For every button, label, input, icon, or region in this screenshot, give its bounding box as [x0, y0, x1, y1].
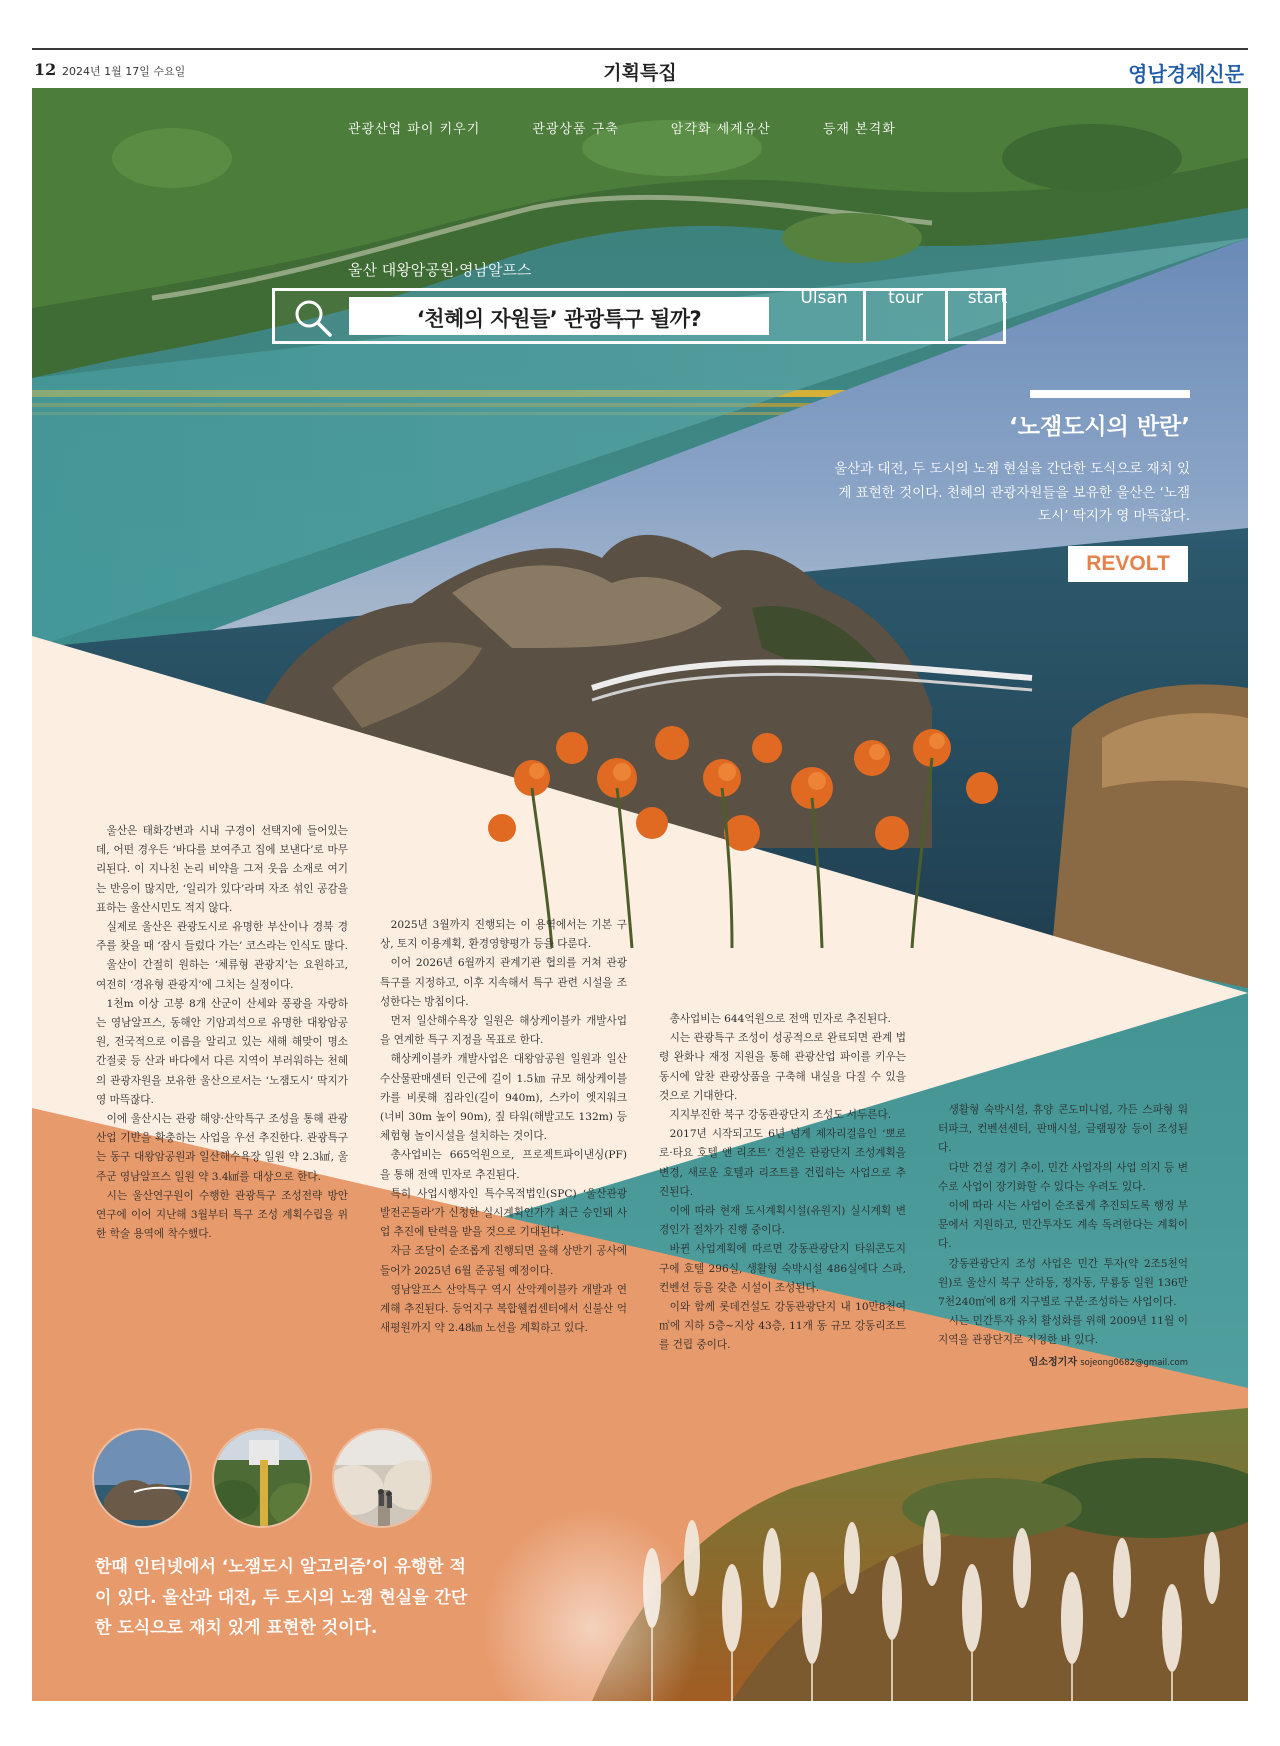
paragraph: 이에 따라 현재 도시계획시설(유원지) 실시계획 변경인가 절차가 진행 중이다. [659, 1205, 906, 1237]
revolt-badge: REVOLT [1068, 546, 1188, 582]
article-column-2 [380, 916, 627, 1338]
headline-kicker: 울산 대왕암공원·영남알프스 [348, 261, 532, 279]
main-headline: ‘천혜의 자원들’ 관광특구 될까? [416, 307, 702, 331]
search-banner [272, 288, 1006, 344]
photo-daewangam [94, 1430, 192, 1528]
page-number: 12 [34, 60, 57, 79]
masthead [32, 48, 1248, 88]
photo-bridge [214, 1430, 312, 1528]
paragraph: 총사업비는 665억원으로, 프로젝트파이낸싱(PF)을 통해 전액 민자로 추진된다. [380, 1149, 627, 1181]
thumbnail-yellow-bridge[interactable] [212, 1428, 312, 1528]
tab-ulsan[interactable]: Ulsan [800, 288, 848, 308]
paragraph: 이어 2026년 6월까지 관계기관 협의를 거쳐 관광특구를 지정하고, 이후 지속해서 특구 관련 시설을 조성한다는 방침이다. [380, 957, 627, 1008]
paragraph: 강동관광단지 조성 사업은 민간 투자(약 2조5천억원)로 울산시 북구 산하동, 정자동, 무룡동 일원 136만7천240㎡에 8개 지구별로 구분·조성하는 사업이다. [938, 1257, 1188, 1309]
paragraph: 특히 사업시행자인 특수목적법인(SPC) ‘울산관광발전곤돌라’가 신청한 실시계획인가가 최근 승인돼 사업 추진에 탄력을 받을 것으로 기대된다. [380, 1187, 627, 1239]
paragraph: 1천m 이상 고봉 8개 산군이 산세와 풍광을 자랑하는 영남알프스, 동해안 기암괴석으로 유명한 대왕암공원, 전국적으로 이름을 알리고 있는 새해 해맞이 명소 간절곶 등 산과 바다에서 다른 지역이 부러워하는 천혜의 관광자원을 보유한 울산으로서는 ‘노잼도시’ 딱지가 영 마뜩잖다. [96, 997, 348, 1106]
menu-item-petroglyph[interactable]: 암각화 세계유산 [670, 122, 771, 137]
teaser-title: ‘노잼도시의 반란’ [1008, 414, 1190, 440]
issue-date: 2024년 1월 17일 수요일 [62, 65, 186, 78]
section-title: 기획특집 [603, 62, 677, 84]
paragraph: 지지부진한 북구 강동관광단지 조성도 서두른다. [669, 1109, 892, 1122]
paragraph: 시는 관광특구 조성이 성공적으로 완료되면 관계 법령 완화나 재정 지원을 통해 관광산업 파이를 키우는 동시에 알찬 관광상품을 구축해 내실을 다질 수 있을 것으로 기대한다. [659, 1032, 906, 1102]
byline [938, 1353, 1188, 1373]
paragraph: 총사업비는 644억원으로 전액 민자로 추진된다. [669, 1013, 891, 1025]
teaser-body: 울산과 대전, 두 도시의 노잼 현실을 간단한 도식으로 재치 있게 표현한 것이다. 천혜의 관광자원들을 보유한 울산은 ‘노잼도시’ 딱지가 영 마뜩잖다. [834, 461, 1190, 525]
menu-item-listing[interactable]: 등재 본격화 [822, 122, 896, 137]
photo-pampas [334, 1430, 432, 1528]
paragraph: 자금 조달이 순조롭게 진행되면 올해 상반기 공사에 들어가 2025년 6월 준공될 예정이다. [380, 1245, 627, 1277]
paragraph: 바뀐 사업계획에 따르면 강동관광단지 타워콘도지구에 호텔 296실, 생활형 숙박시설 486실에다 스파, 컨벤션 등을 갖춘 시설이 조성된다. [659, 1243, 906, 1294]
paragraph: 생활형 숙박시설, 휴양 콘도미니엄, 가든 스파형 워터파크, 컨벤션센터, 판매시설, 글램핑장 등이 조성된다. [938, 1104, 1188, 1155]
paragraph: 시는 민간투자 유치 활성화를 위해 2009년 11월 이 지역을 관광단지로 지정한 바 있다. [938, 1315, 1188, 1347]
paragraph: 이에 울산시는 관광 해양·산악특구 조성을 통해 관광산업 기반을 확충하는 사업을 우선 추진한다. 관광특구는 동구 대왕암공원과 일산해수욕장 일원 약 2.3㎢, 울주군 영남알프스 일원 약 3.4㎢를 대상으로 한다. [96, 1113, 348, 1183]
paragraph: 해상케이블카 개발사업은 대왕암공원 일원과 일산수산물판매센터 인근에 길이 1.5㎞ 규모 해상케이블카를 비롯해 집라인(길이 940m), 스카이 엣지워크(너비 30m 높이 90m), 짚 타워(해발고도 132m) 등 체험형 놀이시설을 설치하는 것이다. [380, 1053, 627, 1143]
paragraph: 이에 따라 시는 사업이 순조롭게 추진되도록 행정 부문에서 지원하고, 민간투자도 계속 독려한다는 계획이다. [938, 1200, 1188, 1251]
byline-name: 임소정기자 [1028, 1356, 1077, 1368]
tab-tour[interactable]: tour [863, 288, 945, 344]
paragraph: 2025년 3월까지 진행되는 이 용역에서는 기본 구상, 토지 이용계획, 환경영향평가 등을 다룬다. [380, 919, 627, 951]
menu-item-tourism-pie[interactable]: 관광산업 파이 키우기 [348, 122, 481, 137]
paragraph: 울산이 간절히 원하는 ‘체류형 관광지’는 요원하고, 여전히 ‘경유형 관광지’에 그치는 실정이다. [96, 959, 348, 991]
search-icon [293, 298, 333, 338]
paragraph: 시는 울산연구원이 수행한 관광특구 조성전략 방안 연구에 이어 지난해 3월부터 특구 조성 계획수립을 위한 학술 용역에 착수했다. [96, 1189, 348, 1241]
banner-tabs [785, 288, 1027, 344]
newspaper-logo: 영남경제신문 [1128, 62, 1244, 86]
pull-quote: 한때 인터넷에서 ‘노잼도시 알고리즘’이 유행한 적이 있다. 울산과 대전, 두 도시의 노잼 현실을 간단한 도식으로 재치 있게 표현한 것이다. [95, 1557, 468, 1639]
paragraph: 먼저 일산해수욕장 일원은 해상케이블카 개발사업을 연계한 특구 지정을 목표로 한다. [380, 1015, 627, 1047]
thumbnail-pampas-trail[interactable] [332, 1428, 432, 1528]
article-column-4 [938, 1101, 1188, 1373]
article-column-1 [96, 822, 348, 1244]
thumbnail-daewangam-bridge[interactable] [92, 1428, 192, 1528]
paragraph: 울산은 태화강변과 시내 구경이 선택지에 들어있는데, 어떤 경우든 ‘바다를 보여주고 집에 보낸다’로 마무리된다. 이 지나친 논리 비약을 그저 웃음 소재로 여기는 반응이 많지만, ‘일리가 있다’라며 자조 섞인 공감을 표하는 울산시민도 적지 않다. [96, 825, 348, 914]
teaser-rule [1030, 390, 1190, 398]
menu-item-tour-products[interactable]: 관광상품 구축 [532, 122, 619, 137]
paragraph: 영남알프스 산악특구 역시 산악케이블카 개발과 연계해 추진된다. 등억지구 복합웰컴센터에서 신불산 억새평원까지 약 2.48㎞ 노선을 계획하고 있다. [380, 1283, 627, 1335]
article-column-3 [659, 1010, 906, 1356]
paragraph: 다만 건설 경기 추이, 민간 사업자의 사업 의지 등 변수로 사업이 장기화할 수 있다는 우려도 있다. [938, 1161, 1188, 1193]
headline-field [349, 297, 769, 335]
tab-start[interactable]: start [945, 288, 1027, 344]
byline-email[interactable]: sojeong0682@gmail.com [1080, 1357, 1188, 1368]
paragraph: 이와 함께 롯데건설도 강동관광단지 내 10만8천여㎡에 지하 5층~지상 43층, 11개 동 규모 강동리조트를 건립 중이다. [659, 1301, 906, 1352]
top-menu [348, 118, 896, 137]
paragraph: 2017년 시작되고도 6년 넘게 제자리걸음인 ‘뽀로로·타요 호텔 앤 리조트’ 건설은 관광단지 조성계획을 변경, 새로운 호텔과 리조트를 건립하는 사업으로 추진된다. [659, 1128, 906, 1198]
paragraph: 실제로 울산은 관광도시로 유명한 부산이나 경북 경주를 찾을 때 ‘잠시 들렀다 가는’ 코스라는 인식도 많다. [96, 921, 348, 953]
